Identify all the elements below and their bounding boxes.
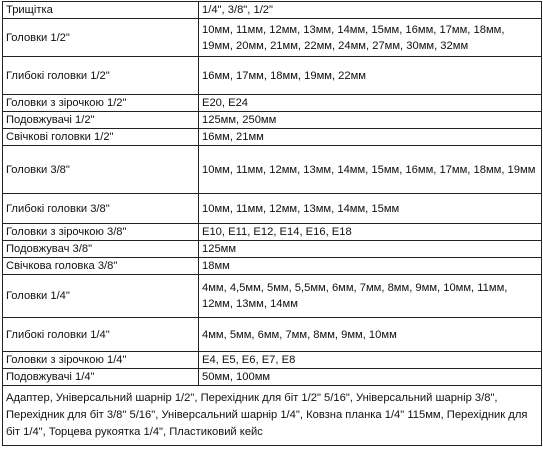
row-value-deep-sockets-1-4: 4мм, 5мм, 6мм, 7мм, 8мм, 9мм, 10мм — [199, 318, 542, 352]
table-row — [3, 352, 542, 369]
row-name-deep-sockets-1-4: Глибокі головки 1/4" — [3, 318, 199, 352]
row-name-sockets-1-4: Головки 1/4" — [3, 275, 199, 318]
row-name-sockets-1-2: Головки 1/2" — [3, 19, 199, 57]
table-row — [3, 2, 542, 19]
row-value-sockets-3-8: 10мм, 11мм, 12мм, 13мм, 14мм, 15мм, 16мм, 17мм, 18мм, 19мм — [199, 146, 542, 194]
table-row — [3, 258, 542, 275]
row-name-deep-sockets-1-2: Глибокі головки 1/2" — [3, 57, 199, 95]
table-row — [3, 146, 542, 194]
row-name-sockets-3-8: Головки 3/8" — [3, 146, 199, 194]
tool-set-spec-table — [2, 1, 542, 446]
row-value-ratchet: 1/4", 3/8", 1/2" — [199, 2, 542, 19]
table-row — [3, 57, 542, 95]
row-name-spark-plug-socket-3-8: Свічкова головка 3/8" — [3, 258, 199, 275]
row-name-torx-sockets-3-8: Головки з зірочкою 3/8" — [3, 224, 199, 241]
accessories-footer: Адаптер, Універсальний шарнір 1/2", Перехідник для біт 1/2" 5/16", Універсальний шарнір 3/8", Перехідник для біт 3/8" 5/16", Універсальний шарнір 1/4", Ковзна планка 1/4" 115мм, Перехідник для біт 1/4", Торцева рукоятка 1/4", Пластиковий кейс — [3, 386, 542, 446]
row-value-torx-sockets-1-2: E20, E24 — [199, 95, 542, 112]
row-value-sockets-1-2: 10мм, 11мм, 12мм, 13мм, 14мм, 15мм, 16мм, 17мм, 18мм, 19мм, 20мм, 21мм, 22мм, 24мм, 27мм, 30мм, 32мм — [199, 19, 542, 57]
row-name-extensions-1-2: Подовжувачі 1/2" — [3, 112, 199, 129]
row-value-deep-sockets-1-2: 16мм, 17мм, 18мм, 19мм, 22мм — [199, 57, 542, 95]
row-name-deep-sockets-3-8: Глибокі головки 3/8" — [3, 194, 199, 224]
table-row — [3, 95, 542, 112]
row-name-extension-3-8: Подовжувач 3/8" — [3, 241, 199, 258]
row-value-torx-sockets-1-4: E4, E5, E6, E7, E8 — [199, 352, 542, 369]
row-value-sockets-1-4: 4мм, 4,5мм, 5мм, 5,5мм, 6мм, 7мм, 8мм, 9мм, 10мм, 11мм, 12мм, 13мм, 14мм — [199, 275, 542, 318]
row-value-extensions-1-2: 125мм, 250мм — [199, 112, 542, 129]
row-value-extension-3-8: 125мм — [199, 241, 542, 258]
row-value-spark-plug-sockets-1-2: 16мм, 21мм — [199, 129, 542, 146]
row-name-ratchet: Трищітка — [3, 2, 199, 19]
row-name-spark-plug-sockets-1-2: Свічкові головки 1/2" — [3, 129, 199, 146]
row-name-torx-sockets-1-2: Головки з зірочкою 1/2" — [3, 95, 199, 112]
table-row — [3, 241, 542, 258]
row-value-spark-plug-socket-3-8: 18мм — [199, 258, 542, 275]
table-row — [3, 194, 542, 224]
row-name-extensions-1-4: Подовжувачі 1/4" — [3, 369, 199, 386]
row-value-torx-sockets-3-8: E10, E11, E12, E14, E16, E18 — [199, 224, 542, 241]
table-row — [3, 369, 542, 386]
row-name-torx-sockets-1-4: Головки з зірочкою 1/4" — [3, 352, 199, 369]
row-value-deep-sockets-3-8: 10мм, 11мм, 12мм, 13мм, 14мм, 15мм — [199, 194, 542, 224]
table-row — [3, 129, 542, 146]
table-row — [3, 224, 542, 241]
table-row — [3, 275, 542, 318]
row-value-extensions-1-4: 50мм, 100мм — [199, 369, 542, 386]
table-row — [3, 112, 542, 129]
table-row — [3, 19, 542, 57]
table-row — [3, 318, 542, 352]
table-row — [3, 386, 542, 446]
